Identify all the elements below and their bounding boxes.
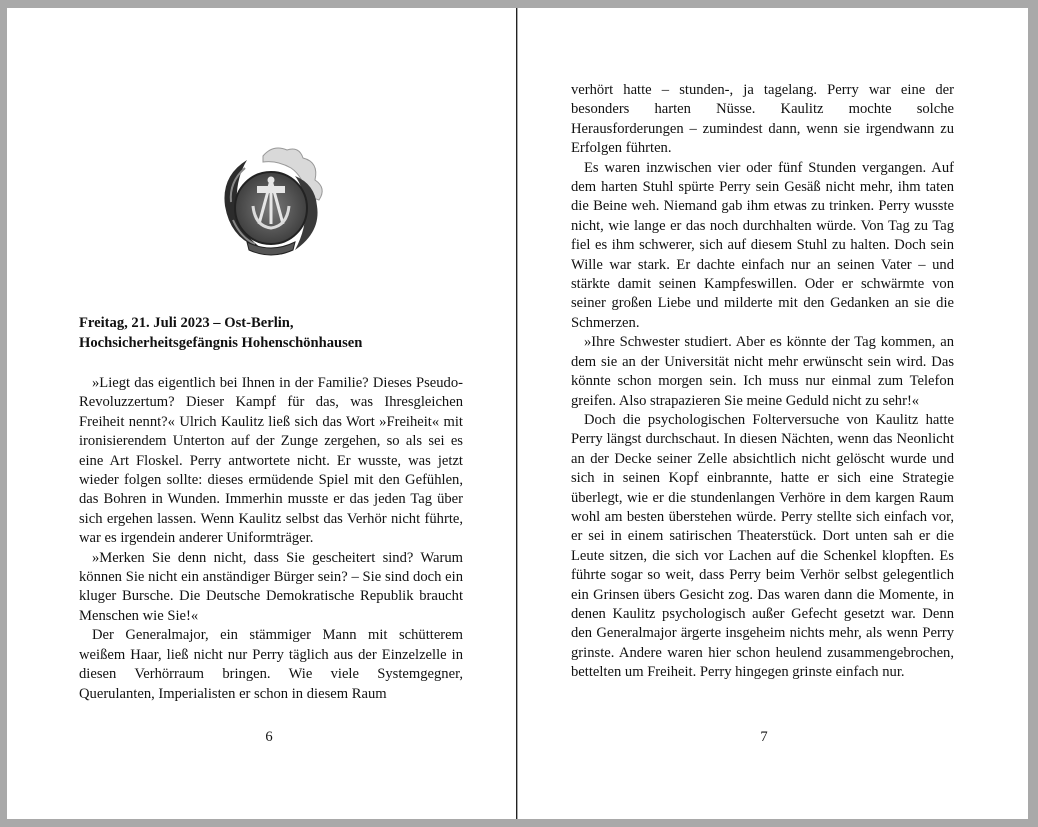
paragraph: Doch die psychologischen Folterversuche von Kaulitz hatte Perry längst durchschaut. In diesen Nächten, wenn das Neonlicht an der Decke seiner Zelle absichtlich nicht gelöscht wurde und sich in seinen Kopf einbrannte, hatte er sich eine Strategie überlegt, wie er die stundenlangen Verhöre in dem kargen Raum wohl am besten überstehen würde. Perry stellte sich einfach vor, er sei in einem satirischen Theaterstück. Dort unten sah er die Leute sitzen, die sich vor Lachen auf die Schenkel klopften. Es führte sogar so weit, dass Perry beim Verhör selbst gelegentlich ein Grinsen übers Gesicht zog. Das waren dann die Momente, in denen Kaulitz psychologisch außer Gefecht gesetzt war. Denn den Generalmajor ärgerte insgeheim nichts mehr, als wenn Perry grinste. Andere waren hier schon heulend zusammengebrochen, bettelten um Freiheit. Perry hingegen grinste einfach nur.	[571, 411, 954, 681]
paragraph: Es waren inzwischen vier oder fünf Stunden vergangen. Auf dem harten Stuhl spürte Perry sein Gesäß nicht mehr, ihm taten die Beine weh. Niemand gab ihm etwas zu trinken. Perry wusste nicht, wie lange er das noch durchhalten würde. Von Tag zu Tag fiel es ihm schwerer, sich auf diesem Stuhl zu halten. Doch sein Wille war stark. Er dachte einfach nur an seinen Vater – und stärkte damit seinen Kampfeswillen. Oder er schwärmte von seiner großen Liebe und milderte mit den Gedanken an sie die Schmerzen.	[571, 159, 954, 331]
paragraph: verhört hatte – stunden-, ja tagelang. Perry war eine der besonders harten Nüsse. Kaulitz mochte solche Herausforderungen – zumindest dann, wenn sie irgendwann zu Erfolgen führten.	[571, 82, 954, 157]
left-page	[7, 8, 517, 819]
page-number: 6	[265, 729, 273, 745]
chapter-heading	[79, 313, 479, 353]
left-body-text	[79, 374, 463, 704]
chapter-heading-line1: Freitag, 21. Juli 2023 – Ost-Berlin,	[79, 315, 294, 331]
right-page	[518, 8, 1028, 819]
page-number: 7	[760, 729, 768, 745]
paragraph: »Merken Sie denn nicht, dass Sie gescheitert sind? Warum können Sie nicht ein anständiger Bürger sein? – Sie sind doch ein kluger Bursche. Die Deutsche Demokratische Republik braucht Menschen wie Sie!«	[79, 549, 463, 624]
paragraph: »Ihre Schwester studiert. Aber es könnte der Tag kommen, an dem sie an der Universität nicht mehr erwünscht sein wird. Das könnte schon morgen sein. Ich muss nur einmal zum Telefon greifen. Also strapazieren Sie meine Geduld nicht zu sehr!«	[571, 334, 954, 409]
gdr-emblem-icon	[203, 136, 339, 266]
paragraph: »Liegt das eigentlich bei Ihnen in der Familie? Dieses Pseudo-Revoluzzertum? Dieser Kampf für das, was Ihresgleichen Freiheit nennt?« Ulrich Kaulitz ließ sich das Wort »Freiheit« mit ironisierendem Unterton auf der Zunge zergehen, so als sei es eine Art Floskel. Perry antwortete nicht. Er wusste, was jetzt wieder folgen sollte: dieses ermüdende Spiel mit den Gefühlen, das Bohren in Wunden. Immerhin musste er das jeden Tag über sich ergehen lassen. Wenn Kaulitz selbst das Verhör nicht führte, war es irgendein anderer Uniformträger.	[79, 375, 463, 547]
paragraph: Der Generalmajor, ein stämmiger Mann mit schütterem weißem Haar, ließ nicht nur Perry täglich aus der Einzelzelle in diesen Verhörraum bringen. Wie viele Systemgegner, Querulanten, Imperialisten er schon in diesem Raum	[79, 627, 463, 702]
right-body-text	[571, 81, 954, 683]
chapter-heading-line2: Hochsicherheitsgefängnis Hohenschönhausen	[79, 335, 363, 351]
